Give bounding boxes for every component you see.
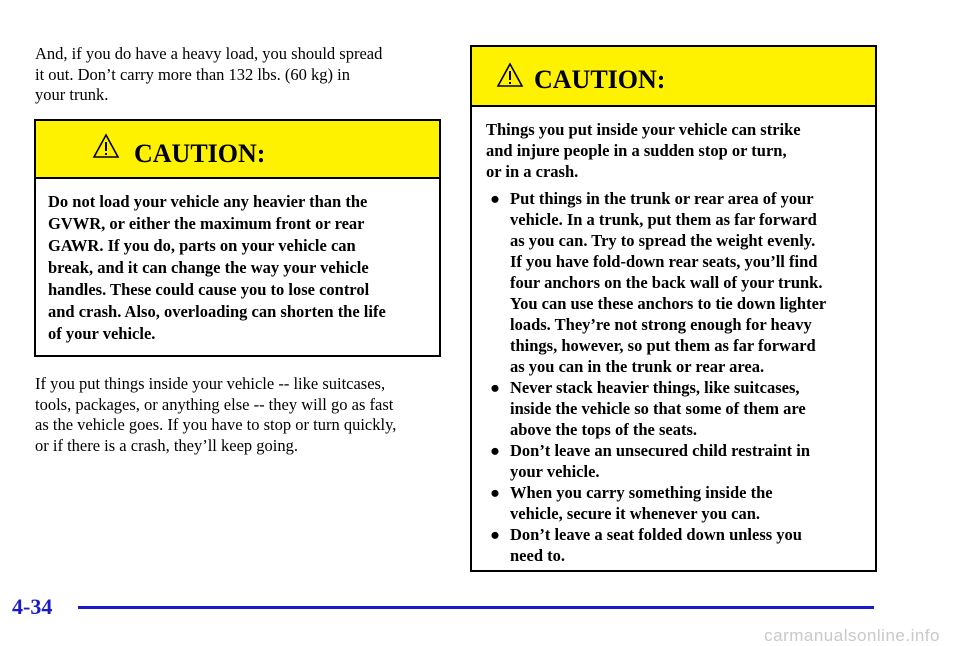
warning-triangle-icon [496, 62, 524, 88]
caution-title: CAUTION: [534, 65, 666, 94]
bullet-icon: ● [490, 441, 500, 460]
bullet-item [486, 524, 863, 566]
caution-box-cargo [470, 45, 877, 572]
intro-paragraph: And, if you do have a heavy load, you should spread it out. Don’t carry more than 132 lbs. (60 kg) in your trunk. [35, 44, 383, 104]
warning-triangle-icon [92, 133, 120, 159]
page-footer [0, 590, 960, 645]
caution-header [36, 121, 439, 179]
bullet-icon: ● [490, 525, 500, 544]
caution-lead-text: Things you put inside your vehicle can strike and injure people in a sudden stop or turn, or in a crash. [486, 120, 801, 181]
caution-content [472, 107, 875, 566]
caution-text: Do not load your vehicle any heavier than the GVWR, or either the maximum front or rear GAWR. If you do, parts on your vehicle can break, and it can change the way your vehicle handles. These could cause you to lose control and crash. Also, overloading can shorten the life of your vehicle. [48, 192, 386, 343]
watermark: carmanualsonline.info [764, 626, 940, 645]
bullet-text: Put things in the trunk or rear area of your vehicle. In a trunk, put them as far forward as you can. Try to spread the weight evenly. If you have fold-down rear seats, you’ll find four anchors on the back wall of your trunk. You can use these anchors to tie down lighter loads. They’re not strong enough for heavy things, however, so put them as far forward as you can in the trunk or rear area. [510, 189, 827, 376]
bullet-icon: ● [490, 189, 500, 208]
bullet-text: Never stack heavier things, like suitcases, inside the vehicle so that some of them are above the tops of the seats. [510, 378, 806, 439]
bullet-icon: ● [490, 378, 500, 397]
footer-rule [78, 606, 874, 609]
bullet-icon: ● [490, 483, 500, 502]
caution-title: CAUTION: [134, 139, 266, 168]
body-paragraph: If you put things inside your vehicle -- like suitcases, tools, packages, or anything else -- they will go as fast as the vehicle goes. If you have to stop or turn quickly, or if there is a crash, they’ll keep going. [35, 374, 397, 455]
bullet-text: Don’t leave an unsecured child restraint in your vehicle. [510, 441, 811, 481]
bullet-item [486, 440, 863, 482]
bullet-item [486, 188, 863, 377]
bullet-item [486, 482, 863, 524]
bullet-item [486, 377, 863, 440]
caution-box-load-limit [34, 119, 441, 357]
caution-bullet-list [486, 188, 863, 566]
caution-header [472, 47, 875, 107]
bullet-text: When you carry something inside the vehicle, secure it whenever you can. [510, 483, 773, 523]
bullet-text: Don’t leave a seat folded down unless you need to. [510, 525, 802, 565]
page-number: 4-34 [12, 594, 53, 619]
